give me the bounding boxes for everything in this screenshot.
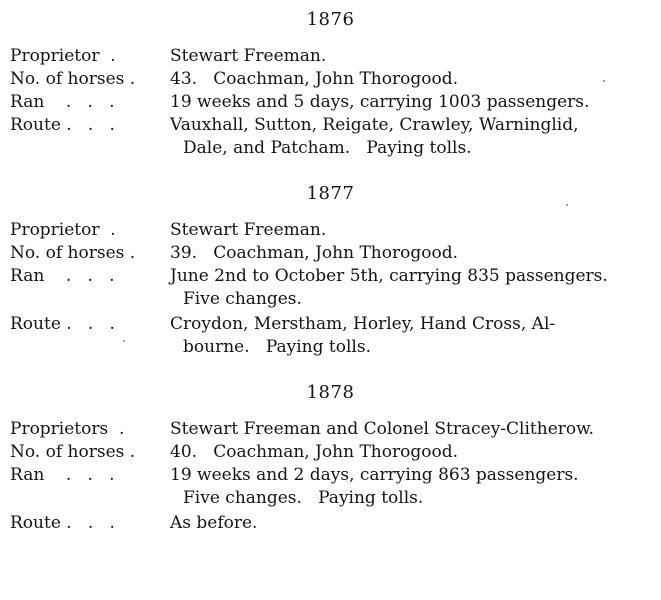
horses-value: 40. Coachman, John Thorogood. (170, 442, 458, 462)
ran-value-line2: Five changes. Paying tolls. (183, 488, 424, 508)
proprietor-label: Proprietor . (10, 46, 116, 66)
route-value: As before. (170, 513, 258, 533)
proprietor-label: Proprietors . (10, 419, 125, 439)
ran-label: Ran . . . (10, 465, 115, 485)
proprietor-label: Proprietor . (10, 220, 116, 240)
route-label: Route . . . (10, 513, 115, 533)
horses-value: 43. Coachman, John Thorogood. (170, 69, 458, 89)
year-heading-1876: 1876 (306, 9, 355, 30)
ran-value-line1: 19 weeks and 2 days, carrying 863 passengers. (170, 465, 579, 485)
record-1878-proprietor-row (10, 418, 650, 441)
print-speck (123, 340, 125, 342)
route-value-line2: Dale, and Patcham. Paying tolls. (183, 138, 472, 158)
print-speck (566, 204, 568, 206)
record-1876-route-row (10, 114, 650, 137)
print-speck (603, 80, 605, 82)
ran-value-line2: Five changes. (183, 289, 302, 309)
record-1876-proprietor-row (10, 45, 650, 68)
record-1877-horses-row (10, 242, 650, 265)
record-1877-route-row (10, 313, 650, 336)
route-label: Route . . . (10, 314, 115, 334)
route-value-line2: bourne. Paying tolls. (183, 337, 371, 357)
route-value-line1: Croydon, Merstham, Horley, Hand Cross, Al- (170, 314, 556, 334)
record-1878-route-row (10, 512, 650, 535)
proprietor-value: Stewart Freeman and Colonel Stracey-Clitherow. (170, 419, 595, 439)
proprietor-value: Stewart Freeman. (170, 46, 327, 66)
ran-value-line1: June 2nd to October 5th, carrying 835 passengers. (170, 266, 608, 286)
record-1876-ran-row (10, 91, 650, 114)
year-heading-1878: 1878 (306, 382, 355, 403)
ran-label: Ran . . . (10, 266, 115, 286)
horses-label: No. of horses . (10, 442, 136, 462)
record-1876-horses-row (10, 68, 650, 91)
proprietor-value: Stewart Freeman. (170, 220, 327, 240)
horses-label: No. of horses . (10, 243, 136, 263)
ran-value: 19 weeks and 5 days, carrying 1003 passengers. (170, 92, 590, 112)
route-label: Route . . . (10, 115, 115, 135)
ran-label: Ran . . . (10, 92, 115, 112)
record-1878-ran-row (10, 464, 650, 487)
record-1877-proprietor-row (10, 219, 650, 242)
year-heading-1877: 1877 (306, 183, 355, 204)
horses-label: No. of horses . (10, 69, 136, 89)
record-1878-horses-row (10, 441, 650, 464)
horses-value: 39. Coachman, John Thorogood. (170, 243, 458, 263)
route-value-line1: Vauxhall, Sutton, Reigate, Crawley, Warninglid, (170, 115, 579, 135)
record-1877-ran-row (10, 265, 650, 288)
